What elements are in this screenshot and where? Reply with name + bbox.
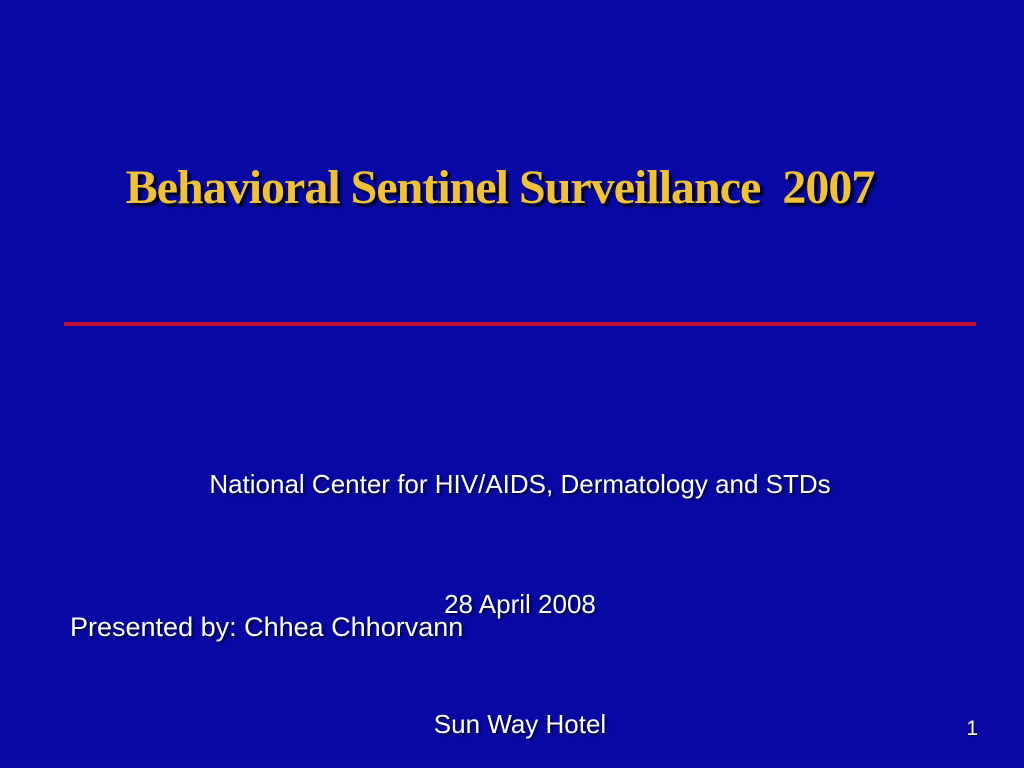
page-number: 1 [966,717,978,740]
subtitle-date: 28 April 2008 [444,589,596,619]
presenter-line: Presented by: Chhea Chhorvann [70,612,464,642]
subtitle-venue: Sun Way Hotel [433,709,607,739]
subtitle-block [16,384,1024,768]
subtitle-organization: National Center for HIV/AIDS, Dermatology and STDs [209,469,831,499]
divider-line [64,322,976,326]
slide-title: Behavioral Sentinel Surveillance 2007 [125,161,875,214]
